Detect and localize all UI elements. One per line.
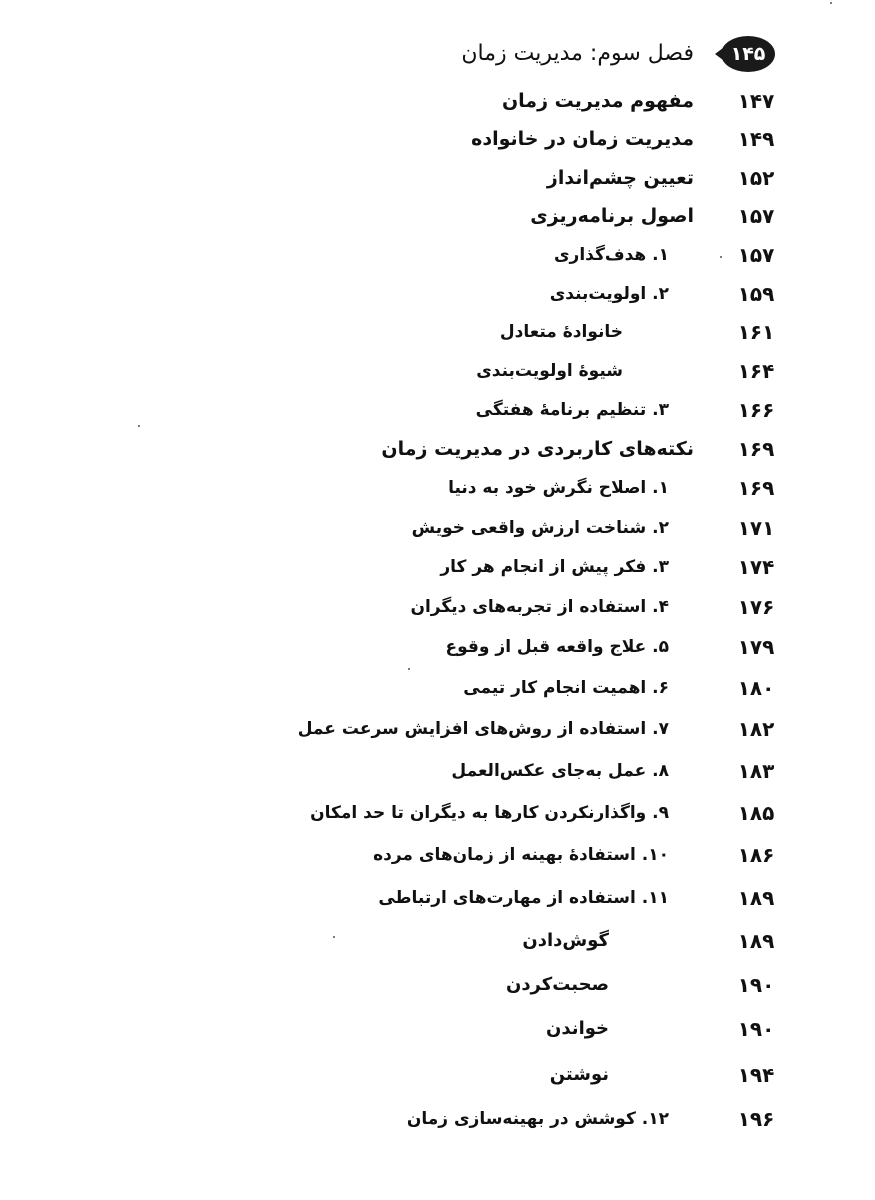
toc-title: مفهوم مدیریت زمان xyxy=(501,90,694,112)
chapter-title: فصل سوم: مدیریت زمان xyxy=(461,41,694,66)
toc-entry xyxy=(0,1056,875,1094)
toc-entry xyxy=(0,430,875,468)
toc-page-number: ۱۶۴ xyxy=(737,359,775,383)
print-speck xyxy=(830,2,832,4)
toc-entry xyxy=(0,752,875,790)
toc-entry xyxy=(0,628,875,666)
toc-page-number: ۱۸۰ xyxy=(737,676,775,700)
toc-entry xyxy=(0,159,875,197)
toc-title: گوش‌دادن xyxy=(522,930,609,951)
toc-page-number: ۱۶۱ xyxy=(737,320,775,344)
toc-page-number: ۱۹۰ xyxy=(737,973,775,997)
toc-title: ۲. اولویت‌بندی xyxy=(549,284,669,304)
toc-entry xyxy=(0,710,875,748)
toc-page-number: ۱۶۹ xyxy=(737,437,775,461)
toc-entry xyxy=(0,836,875,874)
toc-title: ۱۱. استفاده از مهارت‌های ارتباطی xyxy=(378,888,669,908)
toc-entry xyxy=(0,275,875,313)
toc-entry xyxy=(0,197,875,235)
toc-entry xyxy=(0,588,875,626)
toc-entry xyxy=(0,509,875,547)
toc-title: ۳. فکر پیش از انجام هر کار xyxy=(440,557,669,577)
chapter-heading xyxy=(0,34,875,74)
toc-title: ۲. شناخت ارزش واقعی خویش xyxy=(411,518,669,538)
toc-title: ۴. استفاده از تجربه‌های دیگران xyxy=(410,597,669,617)
toc-title: نکته‌های کاربردی در مدیریت زمان xyxy=(381,438,694,460)
toc-entry xyxy=(0,469,875,507)
toc-entry xyxy=(0,879,875,917)
toc-page-number: ۱۷۱ xyxy=(737,516,775,540)
toc-entry xyxy=(0,391,875,429)
toc-entry xyxy=(0,966,875,1004)
toc-title: تعیین چشم‌انداز xyxy=(546,167,694,189)
toc-title: ۱۲. کوشش در بهینه‌سازی زمان xyxy=(406,1109,669,1129)
toc-entry xyxy=(0,794,875,832)
toc-title: ۶. اهمیت انجام کار تیمی xyxy=(463,678,669,698)
toc-title: شیوهٔ اولویت‌بندی xyxy=(476,361,623,381)
toc-entry xyxy=(0,1100,875,1138)
toc-entry xyxy=(0,236,875,274)
toc-title: ۷. استفاده از روش‌های افزایش سرعت عمل xyxy=(297,719,669,739)
toc-page-number: ۱۸۹ xyxy=(737,929,775,953)
toc-page-number: ۱۶۶ xyxy=(737,398,775,422)
toc-page-number: ۱۸۶ xyxy=(737,843,775,867)
print-speck xyxy=(138,425,140,427)
toc-title: نوشتن xyxy=(549,1064,609,1085)
toc-title: ۹. واگذارنکردن کارها به دیگران تا حد امکان xyxy=(310,803,669,823)
toc-page-number: ۱۵۹ xyxy=(737,282,775,306)
toc-page-number: ۱۶۹ xyxy=(737,476,775,500)
chapter-page-badge: ۱۴۵ xyxy=(721,36,775,72)
toc-page-number: ۱۵۷ xyxy=(737,204,775,228)
toc-title: ۱۰. استفادهٔ بهینه از زمان‌های مرده xyxy=(373,845,669,865)
toc-entry xyxy=(0,669,875,707)
toc-entry xyxy=(0,1010,875,1048)
toc-entry xyxy=(0,120,875,158)
toc-title: ۱. اصلاح نگرش خود به دنیا xyxy=(448,478,669,498)
toc-title: خواندن xyxy=(546,1018,609,1039)
toc-entry xyxy=(0,352,875,390)
toc-title: مدیریت زمان در خانواده xyxy=(471,128,694,150)
toc-title: ۳. تنظیم برنامهٔ هفتگی xyxy=(475,400,669,420)
toc-title: اصول برنامه‌ریزی xyxy=(530,205,694,227)
toc-page-number: ۱۸۹ xyxy=(737,886,775,910)
toc-page-number: ۱۹۴ xyxy=(737,1063,775,1087)
toc-title: ۵. علاج واقعه قبل از وقوع xyxy=(445,637,669,657)
toc-page-number: ۱۵۲ xyxy=(737,166,775,190)
toc-page-number: ۱۸۳ xyxy=(737,759,775,783)
toc-page-number: ۱۹۶ xyxy=(737,1107,775,1131)
toc-page-number: ۱۸۵ xyxy=(737,801,775,825)
print-speck xyxy=(408,668,410,670)
toc-title: صحبت‌کردن xyxy=(505,974,609,995)
toc-page-number: ۱۵۷ xyxy=(737,243,775,267)
toc-title: ۱. هدف‌گذاری xyxy=(553,245,669,265)
toc-page-number: ۱۹۰ xyxy=(737,1017,775,1041)
toc-page-number: ۱۴۷ xyxy=(737,89,775,113)
toc-title: خانوادهٔ متعادل xyxy=(499,322,623,342)
toc-page-number: ۱۸۲ xyxy=(737,717,775,741)
print-speck xyxy=(720,256,722,258)
toc-entry xyxy=(0,548,875,586)
print-speck xyxy=(333,936,335,938)
toc-entry xyxy=(0,82,875,120)
toc-page-number: ۱۴۹ xyxy=(737,127,775,151)
toc-page-number: ۱۷۶ xyxy=(737,595,775,619)
toc-page-number: ۱۷۴ xyxy=(737,555,775,579)
toc-title: ۸. عمل به‌جای عکس‌العمل xyxy=(451,761,669,781)
toc-entry xyxy=(0,922,875,960)
toc-page-number: ۱۷۹ xyxy=(737,635,775,659)
toc-entry xyxy=(0,313,875,351)
